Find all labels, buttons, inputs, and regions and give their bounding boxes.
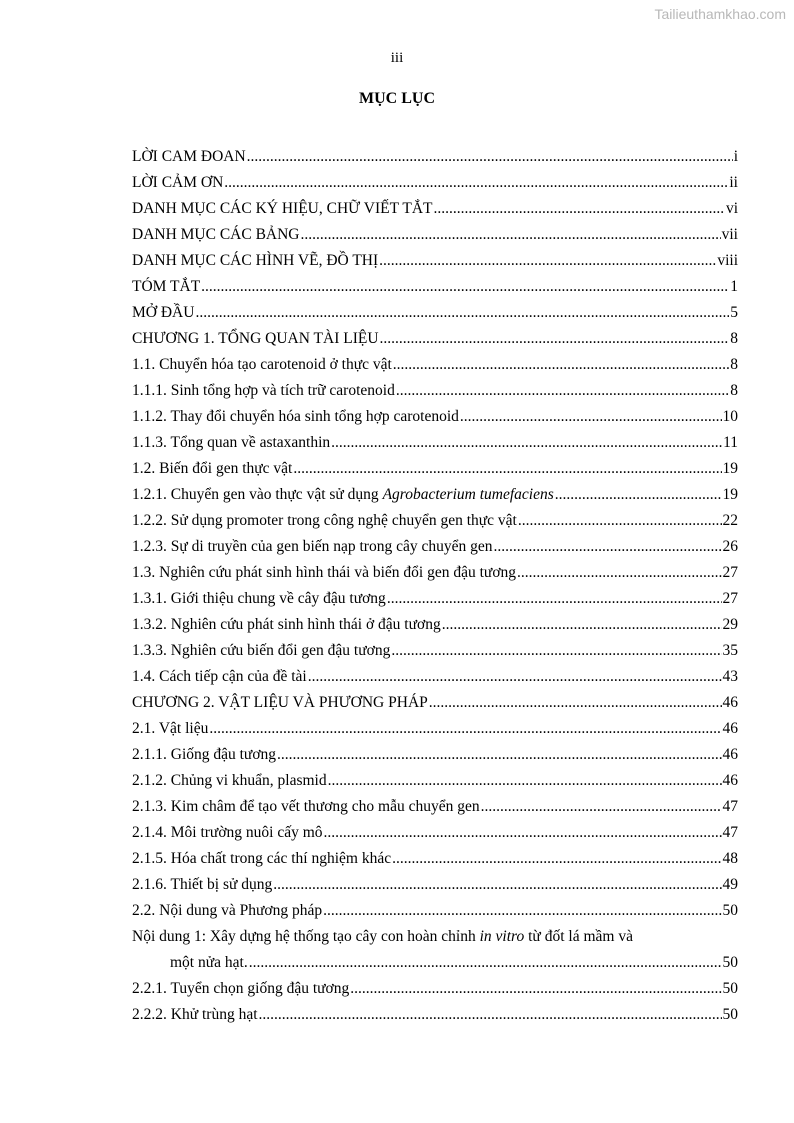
toc-leader	[392, 849, 721, 869]
toc-leader	[209, 719, 721, 739]
toc-leader	[393, 355, 729, 375]
toc-entry[interactable]	[132, 849, 738, 875]
toc-leader	[387, 589, 722, 609]
toc-entry-page: 50	[722, 954, 738, 971]
toc-entry-label: 1.1.3. Tổng quan về astaxanthin	[132, 434, 331, 451]
toc-entry[interactable]	[132, 667, 738, 693]
toc-entry-page: 35	[722, 642, 738, 659]
toc-entry-page: vi	[725, 200, 738, 217]
toc-entry-label: 2.1.2. Chủng vi khuẩn, plasmid	[132, 772, 327, 789]
toc-entry-label: 1.2.3. Sự di truyền của gen biến nạp trong cây chuyển gen	[132, 538, 493, 555]
toc-entry-label: 1.2. Biến đổi gen thực vật	[132, 460, 293, 477]
toc-entry[interactable]	[132, 875, 738, 901]
toc-entry[interactable]	[132, 433, 738, 459]
toc-entry-label: 2.2.2. Khử trùng hạt	[132, 1006, 258, 1023]
table-of-contents	[132, 147, 738, 1031]
page-title: MỤC LỤC	[359, 90, 435, 107]
toc-leader	[379, 251, 716, 271]
toc-entry-label: DANH MỤC CÁC KÝ HIỆU, CHỮ VIẾT TẮT	[132, 200, 433, 217]
toc-entry-page: 46	[722, 772, 738, 789]
toc-entry-label: 2.1.6. Thiết bị sử dụng	[132, 876, 273, 893]
toc-entry[interactable]	[132, 719, 738, 745]
toc-entry-page: 29	[722, 616, 738, 633]
toc-entry[interactable]	[132, 485, 738, 511]
toc-entry-label-italic: in vitro	[479, 928, 525, 945]
toc-entry[interactable]	[132, 797, 738, 823]
toc-entry[interactable]	[132, 693, 738, 719]
toc-entry[interactable]	[132, 979, 738, 1005]
toc-entry-label: 1.1.1. Sinh tổng hợp và tích trữ carotenoid	[132, 382, 395, 399]
toc-entry-label-italic: Agrobacterium tumefaciens	[382, 486, 554, 503]
toc-entry[interactable]	[132, 615, 738, 641]
toc-entry-label: 1.2.2. Sử dụng promoter trong công nghệ chuyển gen thực vật	[132, 512, 517, 529]
toc-entry-page: 19	[722, 460, 738, 477]
toc-entry-label: 1.1.2. Thay đổi chuyển hóa sinh tổng hợp carotenoid	[132, 408, 459, 425]
toc-entry[interactable]	[132, 277, 738, 303]
toc-leader	[273, 875, 721, 895]
toc-entry-page: 22	[722, 512, 738, 529]
toc-entry-page: 27	[722, 590, 738, 607]
toc-entry-page: 49	[722, 876, 738, 893]
toc-leader	[350, 979, 721, 999]
toc-entry-label: TÓM TẮT	[132, 278, 201, 295]
toc-entry-page: 11	[723, 434, 738, 451]
toc-leader	[331, 433, 722, 453]
toc-leader	[517, 563, 721, 583]
toc-entry-page: 27	[722, 564, 738, 581]
toc-entry-page: vii	[721, 226, 738, 243]
toc-entry[interactable]	[132, 589, 738, 615]
toc-entry-label: 2.2. Nội dung và Phương pháp	[132, 902, 323, 919]
toc-entry-page: 43	[722, 668, 738, 685]
toc-entry[interactable]	[132, 173, 738, 199]
toc-entry-page: 50	[722, 902, 738, 919]
toc-leader	[195, 303, 729, 323]
toc-entry-label: 1.3.3. Nghiên cứu biến đổi gen đậu tương	[132, 642, 391, 659]
toc-entry-page: 19	[722, 486, 738, 503]
toc-entry[interactable]	[132, 459, 738, 485]
toc-leader	[247, 147, 733, 167]
toc-entry[interactable]	[132, 329, 738, 355]
toc-entry-label: 2.2.1. Tuyển chọn giống đậu tương	[132, 980, 350, 997]
toc-entry-label: 2.1.3. Kim châm để tạo vết thương cho mẫu chuyển gen	[132, 798, 480, 815]
toc-entry-label: 1.3.2. Nghiên cứu phát sinh hình thái ở đậu tương	[132, 616, 441, 633]
toc-leader	[494, 537, 722, 557]
toc-entry[interactable]	[132, 147, 738, 173]
toc-entry-label-prefix: Nội dung 1: Xây dựng hệ thống tạo cây con hoàn chỉnh	[132, 928, 480, 945]
page-number: iii	[390, 50, 404, 66]
toc-leader	[224, 173, 728, 193]
toc-entry-page: ii	[729, 174, 738, 191]
toc-leader	[308, 667, 722, 687]
toc-entry-page: i	[733, 148, 738, 165]
toc-leader	[323, 901, 721, 921]
toc-entry-label: 1.3. Nghiên cứu phát sinh hình thái và biến đổi gen đậu tương	[132, 564, 517, 581]
toc-entry[interactable]	[132, 901, 738, 927]
toc-entry-page: 50	[722, 1006, 738, 1023]
toc-entry[interactable]	[132, 1005, 738, 1031]
toc-leader	[391, 641, 721, 661]
toc-entry-content1-line1[interactable]	[132, 927, 738, 953]
toc-leader	[259, 1005, 722, 1025]
toc-entry[interactable]	[132, 745, 738, 771]
toc-entry-page: 1	[730, 278, 738, 295]
toc-entry-label: CHƯƠNG 1. TỔNG QUAN TÀI LIỆU	[132, 330, 379, 347]
toc-entry-label	[132, 485, 554, 505]
toc-entry-page: 8	[730, 356, 738, 373]
toc-leader	[249, 953, 722, 973]
toc-entry[interactable]	[132, 225, 738, 251]
toc-leader	[555, 485, 722, 505]
toc-entry-page: 50	[722, 980, 738, 997]
toc-entry[interactable]	[132, 381, 738, 407]
toc-entry-label: CHƯƠNG 2. VẬT LIỆU VÀ PHƯƠNG PHÁP	[132, 694, 428, 711]
toc-entry-page: 47	[722, 798, 738, 815]
toc-entry-page: 48	[722, 850, 738, 867]
toc-leader	[460, 407, 722, 427]
toc-entry[interactable]	[132, 563, 738, 589]
toc-leader	[442, 615, 722, 635]
toc-entry-page: 46	[722, 746, 738, 763]
toc-entry-content1-line2[interactable]	[132, 953, 738, 979]
toc-entry-label: MỞ ĐẦU	[132, 304, 195, 321]
toc-entry[interactable]	[132, 511, 738, 537]
toc-entry[interactable]	[132, 303, 738, 329]
toc-entry-page: 47	[722, 824, 738, 841]
toc-entry-label: DANH MỤC CÁC BẢNG	[132, 226, 300, 243]
toc-entry[interactable]	[132, 199, 738, 225]
toc-entry[interactable]	[132, 407, 738, 433]
toc-leader	[293, 459, 721, 479]
toc-leader	[380, 329, 730, 349]
toc-entry-label-prefix: 1.2.1. Chuyển gen vào thực vật sử dụng	[132, 486, 383, 503]
toc-entry-label-suffix: từ đốt lá mầm và	[524, 928, 633, 945]
toc-entry[interactable]	[132, 537, 738, 563]
toc-entry-label: 1.1. Chuyển hóa tạo carotenoid ở thực vật	[132, 356, 392, 373]
toc-entry-page: 46	[722, 694, 738, 711]
toc-entry-page: 8	[730, 330, 738, 347]
toc-leader	[277, 745, 721, 765]
toc-leader	[328, 771, 722, 791]
toc-entry-label: 2.1.5. Hóa chất trong các thí nghiệm khác	[132, 850, 392, 867]
toc-leader	[518, 511, 722, 531]
toc-entry-page: viii	[717, 252, 738, 269]
toc-entry[interactable]	[132, 251, 738, 277]
toc-leader	[481, 797, 722, 817]
toc-entry-page: 46	[722, 720, 738, 737]
watermark: Tailieuthamkhao.com	[654, 6, 786, 22]
toc-leader	[396, 381, 729, 401]
toc-entry-page: 8	[730, 382, 738, 399]
toc-entry-label: LỜI CAM ĐOAN	[132, 148, 246, 165]
toc-entry-label: DANH MỤC CÁC HÌNH VẼ, ĐỒ THỊ	[132, 252, 379, 269]
toc-entry-label: 2.1.4. Môi trường nuôi cấy mô	[132, 824, 323, 841]
toc-entry-label: 2.1.1. Giống đậu tương	[132, 746, 277, 763]
toc-leader	[201, 277, 729, 297]
toc-entry[interactable]	[132, 771, 738, 797]
toc-leader	[434, 199, 725, 219]
toc-entry-label: 1.3.1. Giới thiệu chung về cây đậu tương	[132, 590, 386, 607]
toc-entry[interactable]	[132, 823, 738, 849]
toc-leader	[301, 225, 721, 245]
toc-entry-label: 1.4. Cách tiếp cận của đề tài	[132, 668, 307, 685]
toc-entry-page: 10	[722, 408, 738, 425]
toc-entry-label: 2.1. Vật liệu	[132, 720, 209, 737]
toc-entry-page: 5	[730, 304, 738, 321]
toc-entry[interactable]	[132, 641, 738, 667]
toc-leader	[429, 693, 722, 713]
toc-entry[interactable]	[132, 355, 738, 381]
toc-leader	[324, 823, 722, 843]
toc-entry-page: 26	[722, 538, 738, 555]
toc-entry-label: một nửa hạt.	[170, 954, 248, 971]
toc-entry-label: LỜI CẢM ƠN	[132, 174, 224, 191]
